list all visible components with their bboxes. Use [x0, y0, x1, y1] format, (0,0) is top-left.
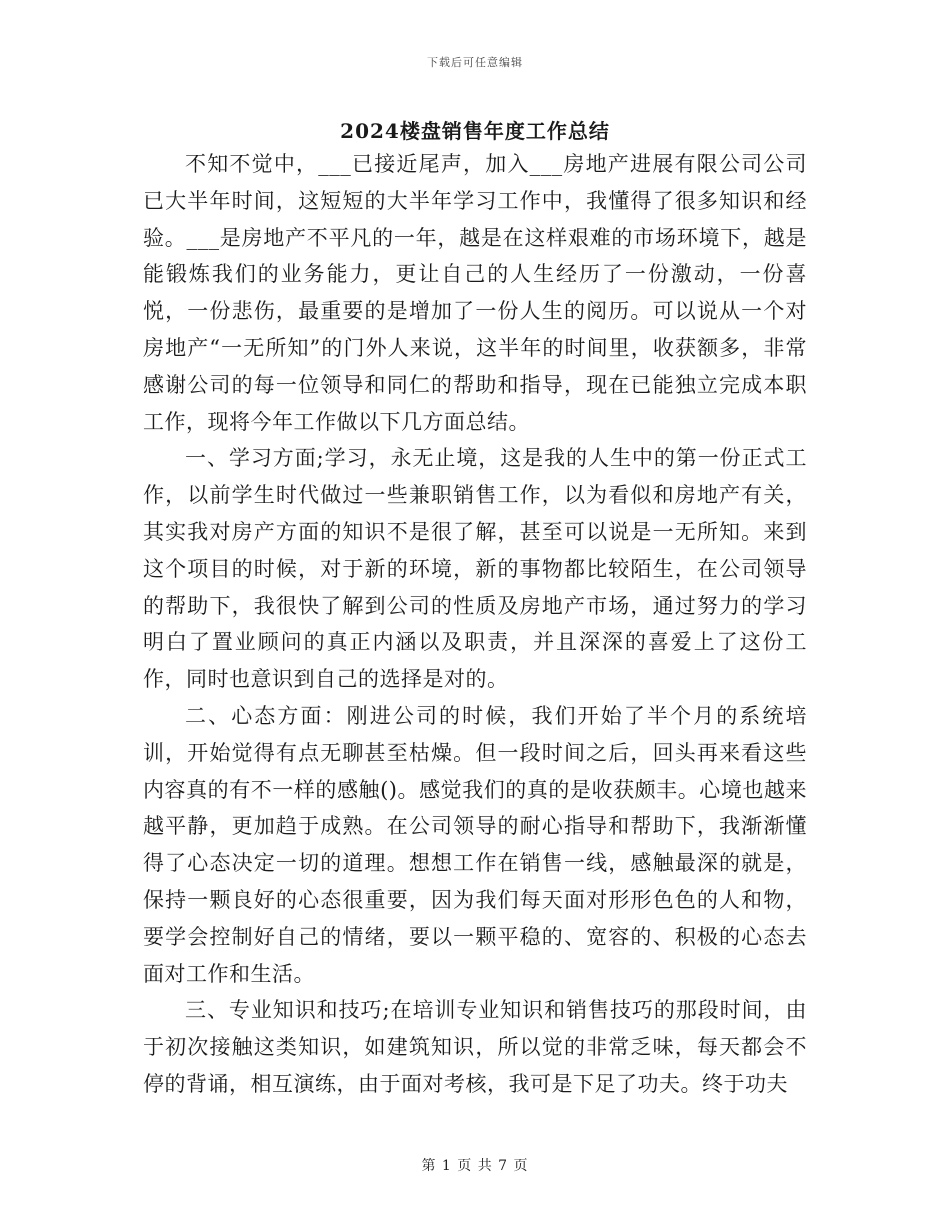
paragraph-skills: 三、专业知识和技巧;在培训专业知识和销售技巧的那段时间，由于初次接触这类知识，如建筑知识，所以觉的非常乏味，每天都会不停的背诵，相互演练，由于面对考核，我可是下足了功夫。终于功夫	[143, 998, 807, 1096]
header-note: 下载后可任意编辑	[427, 56, 523, 69]
paragraph-intro: 不知不觉中，___已接近尾声，加入___房地产进展有限公司公司已大半年时间，这短短的大半年学习工作中，我懂得了很多知识和经验。___是房地产不平凡的一年，越是在这样艰难的市场环境下，越是能锻炼我们的业务能力，更让自己的人生经历了一份激动，一份喜悦，一份悲伤，最重要的是增加了一份人生的阅历。可以说从一个对房地产“一无所知”的门外人来说，这半年的时间里，收获额多，非常感谢公司的每一位领导和同仁的帮助和指导，现在已能独立完成本职工作，现将今年工作做以下几方面总结。	[143, 152, 807, 434]
paragraph-learning: 一、学习方面;学习，永无止境，这是我的人生中的第一份正式工作，以前学生时代做过一些兼职销售工作，以为看似和房地产有关，其实我对房产方面的知识不是很了解，甚至可以说是一无所知。来到这个项目的时候，对于新的环境，新的事物都比较陌生，在公司领导的帮助下，我很快了解到公司的性质及房地产市场，通过努力的学习明白了置业顾问的真正内涵以及职责，并且深深的喜爱上了这份工作，同时也意识到自己的选择是对的。	[143, 446, 807, 692]
paragraph-mindset: 二、心态方面：刚进公司的时候，我们开始了半个月的系统培训，开始觉得有点无聊甚至枯燥。但一段时间之后，回头再来看这些内容真的有不一样的感触()。感觉我们的真的是收获颇丰。心境也越来越平静，更加趋于成熟。在公司领导的耐心指导和帮助下，我渐渐懂得了心态决定一切的道理。想想工作在销售一线，感触最深的就是，保持一颗良好的心态很重要，因为我们每天面对形形色色的人和物，要学会控制好自己的情绪，要以一颗平稳的、宽容的、积极的心态去面对工作和生活。	[143, 703, 807, 986]
document-body	[143, 146, 807, 1103]
document-title: 2024楼盘销售年度工作总结	[340, 119, 610, 143]
page-number-footer: 第 1 页 共 7 页	[421, 1158, 529, 1174]
